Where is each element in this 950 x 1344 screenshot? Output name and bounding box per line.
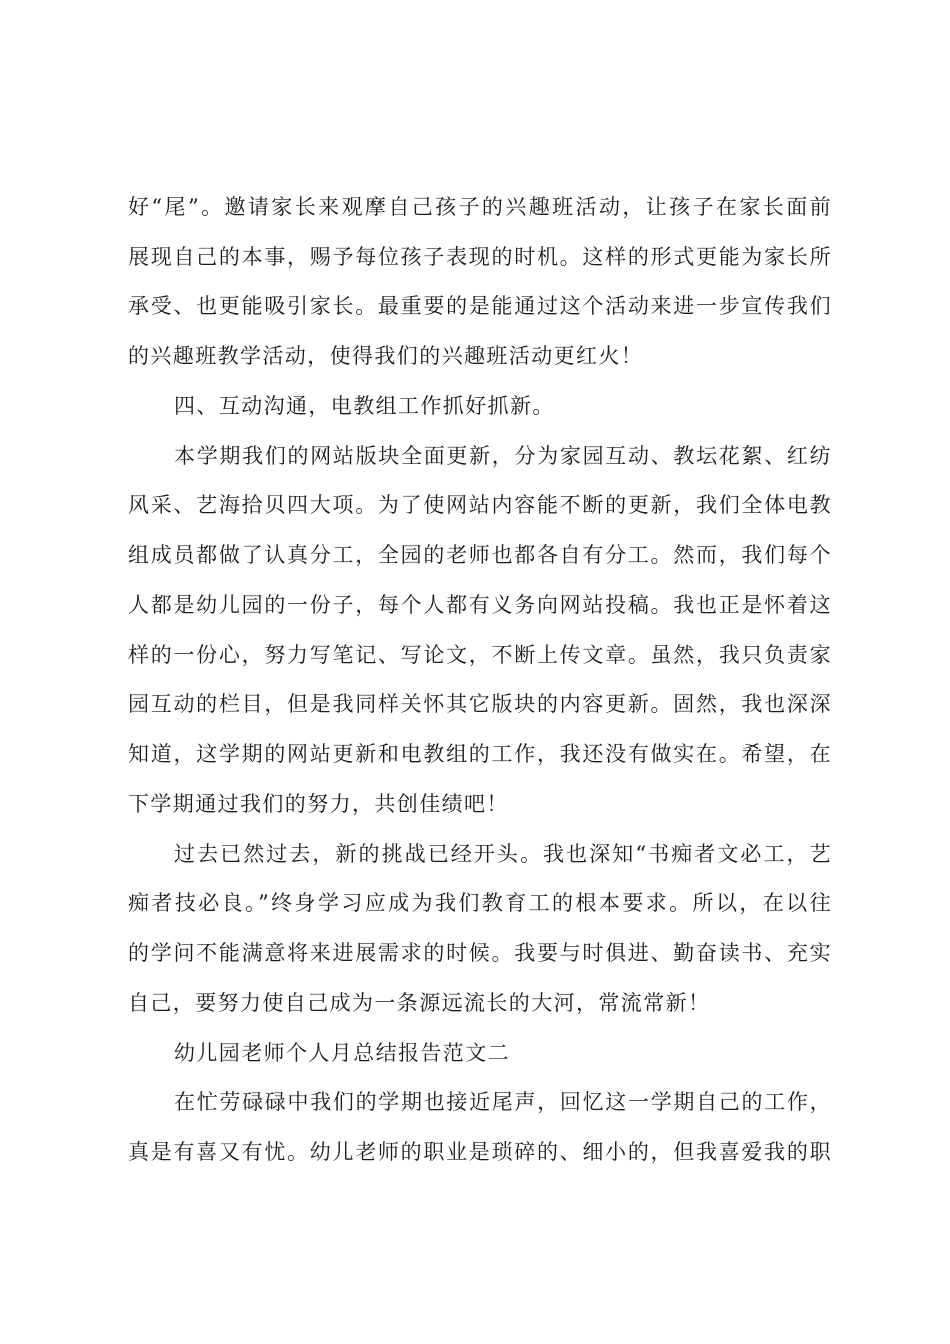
text-line: 组成员都做了认真分工，全园的老师也都各自有分工。然而，我们每个 [128, 543, 832, 567]
text-line: 样的一份心，努力写笔记、写论文，不断上传文章。虽然，我只负责家 [128, 643, 832, 667]
section-heading: 四、互动沟通，电教组工作抓好抓新。 [174, 394, 555, 418]
text-line: 好“尾”。邀请家长来观摩自己孩子的兴趣班活动，让孩子在家长面前 [128, 195, 832, 219]
text-line: 园互动的栏目，但是我同样关怀其它版块的内容更新。固然，我也深深 [128, 692, 832, 716]
article-title: 幼儿园老师个人月总结报告范文二 [174, 1041, 510, 1065]
text-line: 知道，这学期的网站更新和电教组的工作，我还没有做实在。希望，在 [128, 742, 832, 766]
text-line: 在忙劳碌碌中我们的学期也接近尾声，回忆这一学期自己的工作， [174, 1090, 832, 1114]
text-line: 痴者技必良。”终身学习应成为我们教育工的根本要求。所以，在以往 [128, 891, 832, 915]
text-line: 的兴趣班教学活动，使得我们的兴趣班活动更红火！ [128, 344, 644, 368]
text-line: 过去已然过去，新的挑战已经开头。我也深知“书痴者文必工，艺 [174, 842, 832, 866]
text-line: 真是有喜又有忧。幼儿老师的职业是琐碎的、细小的，但我喜爱我的职 [128, 1140, 832, 1164]
text-line: 本学期我们的网站版块全面更新，分为家园互动、教坛花絮、红纺 [174, 444, 832, 468]
text-line: 承受、也更能吸引家长。最重要的是能通过这个活动来进一步宣传我们 [128, 294, 832, 318]
text-line: 自己，要努力使自己成为一条源远流长的大河，常流常新！ [128, 991, 711, 1015]
text-line: 的学问不能满意将来进展需求的时候。我要与时俱进、勤奋读书、充实 [128, 941, 832, 965]
text-line: 展现自己的本事，赐予每位孩子表现的时机。这样的形式更能为家长所 [128, 245, 832, 269]
text-line: 下学期通过我们的努力，共创佳绩吧！ [128, 792, 509, 816]
text-line: 风采、艺海拾贝四大项。为了使网站内容能不断的更新，我们全体电教 [128, 493, 832, 517]
text-line: 人都是幼儿园的一份子，每个人都有义务向网站投稿。我也正是怀着这 [128, 593, 832, 617]
